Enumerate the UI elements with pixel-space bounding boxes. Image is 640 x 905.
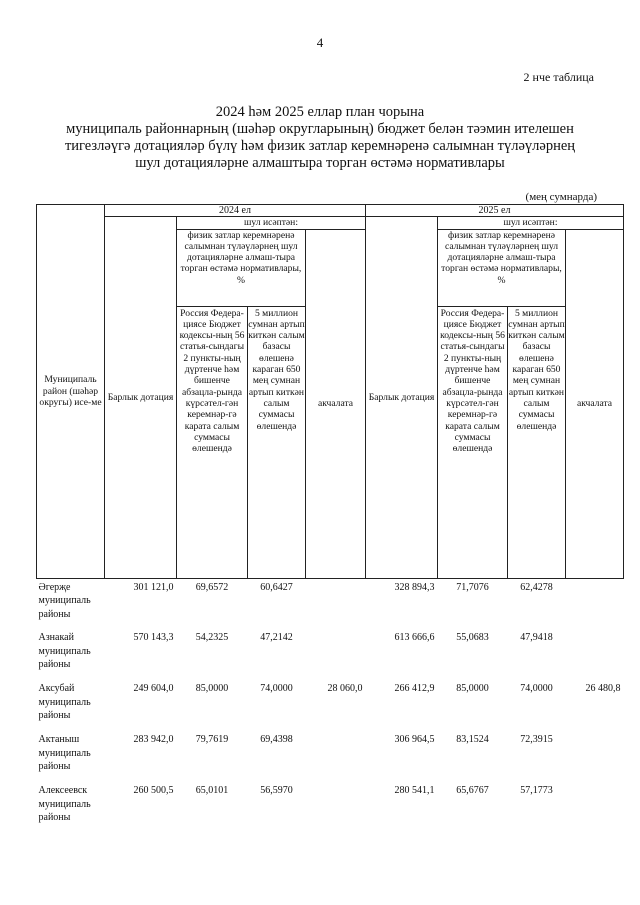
article56-normative-2024: 85,0000 (195, 683, 229, 695)
cash-2025: 26 480,8 (585, 683, 621, 695)
dotation-table (36, 204, 624, 833)
title-line: тигезләүгә дотацияләр бүлү һәм физик затлар керемнәренә салымнан түләүләрнең (64, 138, 576, 154)
header-five-million-2024: 5 миллион сумнан артып киткән салым базасы өлешенә караган 650 мең сумнан артып киткән салым суммасы өлешендә (248, 306, 306, 578)
total-dotation-2024: 249 604,0 (133, 683, 174, 695)
header-cash-2025: акчалата (566, 229, 624, 578)
municipality-name: Актаныш муниципаль районы (38, 734, 91, 773)
table-label: 2 нче таблица (523, 70, 594, 84)
total-dotation-2025: 613 666,6 (394, 632, 435, 644)
five-million-normative-2024: 60,6427 (260, 581, 293, 593)
municipality-name: Азнакай муниципаль районы (38, 632, 91, 671)
cash-2025 (566, 629, 624, 680)
cash-2024 (306, 578, 366, 629)
municipality-name: Алексеевск муниципаль районы (38, 785, 91, 824)
total-dotation-2025: 328 894,3 (394, 581, 435, 593)
table-row (37, 731, 624, 782)
cash-2024 (306, 782, 366, 833)
total-dotation-2024: 283 942,0 (133, 734, 174, 746)
total-dotation-2024: 260 500,5 (133, 785, 174, 797)
title-line: муниципаль районнарның (шәһәр округларының) бюджет белән тәэмин ителешен (66, 121, 574, 137)
five-million-normative-2025: 62,4278 (520, 581, 553, 593)
cash-2025 (566, 578, 624, 629)
article56-normative-2025: 85,0000 (456, 683, 489, 695)
header-including-2025: шул исәптән: (438, 217, 624, 229)
article56-normative-2025: 55,0683 (456, 632, 489, 644)
header-article56-2024: Россия Федера-циясе Бюджет кодексы-ның 56 статья-сындагы 2 пункты-ның дүртенче һәм бишенче абзацла-рында күрсәтел-гән керемнәр-гә карата салым суммасы өлешендә (177, 306, 248, 578)
article56-normative-2024: 79,7619 (195, 734, 229, 746)
five-million-normative-2024: 74,0000 (260, 683, 293, 695)
total-dotation-2024: 570 143,3 (133, 632, 174, 644)
title-line: 2024 һәм 2025 еллар план чорына (215, 104, 425, 120)
header-year-2024: 2024 ел (105, 205, 366, 217)
total-dotation-2024: 301 121,0 (133, 581, 174, 593)
article56-normative-2025: 71,7076 (456, 581, 489, 593)
municipality-name: Аксубай муниципаль районы (38, 683, 91, 722)
header-normatives-2025: физик затлар керемнәренә салымнан түләүләрнең шул дотацияләрне алмаш-тыра торган өстәмә нормативлары, % (438, 229, 566, 306)
cash-2025 (566, 782, 624, 833)
table-row (37, 782, 624, 833)
article56-normative-2025: 83,1524 (456, 734, 489, 746)
header-municipality: Муниципаль район (шәһәр округы) исе-ме (37, 205, 105, 579)
five-million-normative-2025: 47,9418 (520, 632, 553, 644)
article56-normative-2024: 54,2325 (195, 632, 229, 644)
article56-normative-2024: 65,0101 (195, 785, 229, 797)
header-including-2024: шул исәптән: (177, 217, 366, 229)
title-line: шул дотацияләрне алмаштыра торган өстәмә нормативлары (135, 155, 505, 171)
header-article56-2025: Россия Федера-циясе Бюджет кодексы-ның 56 статья-сындагы 2 пункты-ның дүртенче һәм бишенче абзацла-рында күрсәтел-гән керемнәр-гә карата салым суммасы өлешендә (438, 306, 508, 578)
article56-normative-2025: 65,6767 (456, 785, 489, 797)
total-dotation-2025: 306 964,5 (394, 734, 435, 746)
cash-2024 (306, 629, 366, 680)
table-row (37, 629, 624, 680)
page-number: 4 (316, 35, 324, 50)
units-note: (мең сумнарда) (525, 191, 597, 203)
municipality-name: Әгерҗе муниципаль районы (38, 581, 91, 620)
header-total-dotation-2024: Барлык дотация (105, 217, 177, 578)
five-million-normative-2024: 69,4398 (260, 734, 293, 746)
five-million-normative-2024: 56,5970 (260, 785, 293, 797)
document-title (60, 104, 580, 172)
total-dotation-2025: 280 541,1 (394, 785, 435, 797)
header-total-dotation-2025: Барлык дотация (366, 217, 438, 578)
five-million-normative-2025: 72,3915 (520, 734, 553, 746)
five-million-normative-2025: 57,1773 (520, 785, 553, 797)
total-dotation-2025: 266 412,9 (394, 683, 435, 695)
header-five-million-2025: 5 миллион сумнан артып киткән салым базасы өлешенә караган 650 мең сумнан артып киткән салым суммасы өлешендә (508, 306, 566, 578)
header-cash-2024: акчалата (306, 229, 366, 578)
table-row (37, 578, 624, 629)
five-million-normative-2025: 74,0000 (520, 683, 553, 695)
five-million-normative-2024: 47,2142 (260, 632, 293, 644)
article56-normative-2024: 69,6572 (195, 581, 229, 593)
cash-2024 (306, 731, 366, 782)
cash-2024: 28 060,0 (327, 683, 363, 695)
header-normatives-2024: физик затлар керемнәренә салымнан түләүләрнең шул дотацияләрне алмаш-тыра торган өстәмә нормативлары, % (177, 229, 306, 306)
table-row (37, 680, 624, 731)
cash-2025 (566, 731, 624, 782)
header-year-2025: 2025 ел (366, 205, 624, 217)
